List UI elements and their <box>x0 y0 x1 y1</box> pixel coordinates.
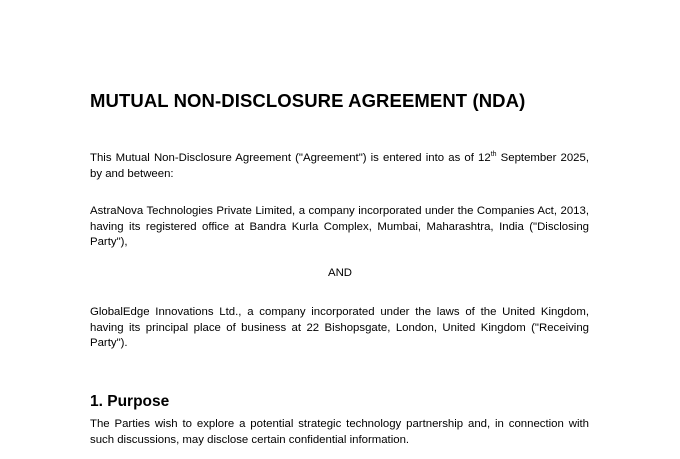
document-title: MUTUAL NON-DISCLOSURE AGREEMENT (NDA) <box>90 90 526 111</box>
intro-text-end: September 2025, by and between: <box>90 152 589 180</box>
section-heading-purpose: 1. Purpose <box>90 393 170 410</box>
and-separator: AND <box>327 267 353 279</box>
date-ordinal-superscript: th <box>490 151 497 159</box>
receiving-party-paragraph: GlobalEdge Innovations Ltd., a company incorporated under the laws of the United Kingdom, having its principal place of business at 22 Bishopsgate, London, United Kingdom ("Receiving Party"). <box>90 306 589 349</box>
intro-text-start: This Mutual Non-Disclosure Agreement ("Agreement") is entered into as of 12 <box>90 152 491 164</box>
intro-paragraph <box>90 151 589 182</box>
purpose-paragraph: The Parties wish to explore a potential strategic technology partnership and, in connection with such discussions, may disclose certain confidential information. <box>90 418 589 446</box>
disclosing-party-paragraph: AstraNova Technologies Private Limited, a company incorporated under the Companies Act, 2013, having its registered office at Bandra Kurla Complex, Mumbai, Maharashtra, India ("Disclosing Party"), <box>90 205 589 248</box>
